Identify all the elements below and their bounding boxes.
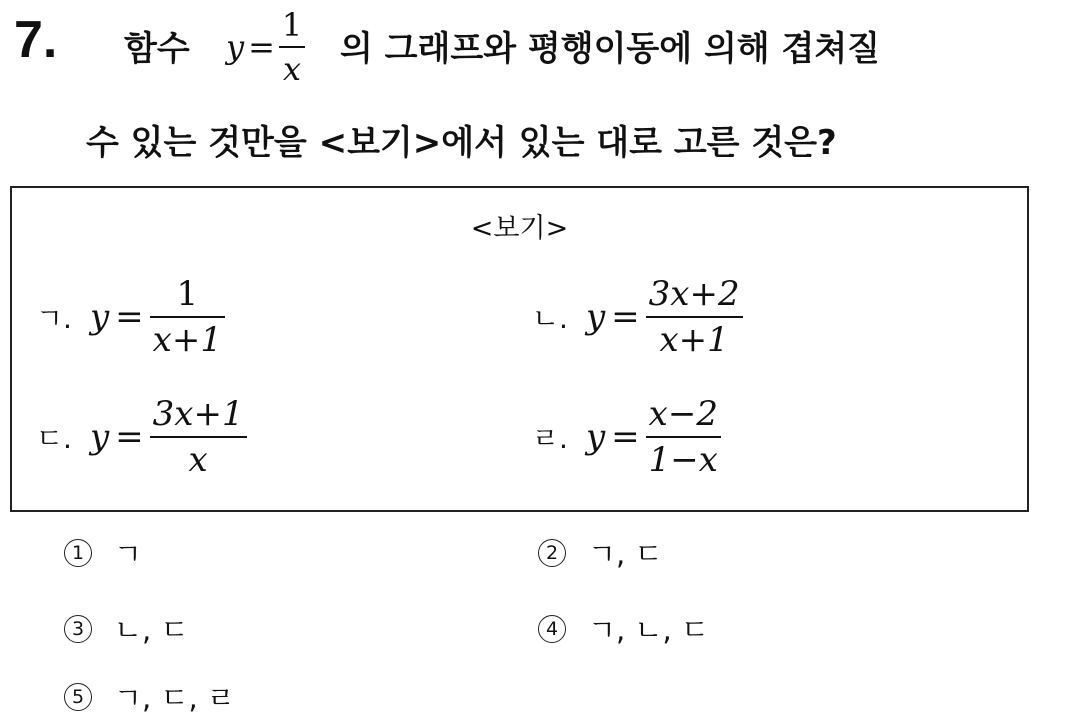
answer-choice-4[interactable] [538,608,709,649]
question-text-line2: 수 있는 것만을 <보기>에서 있는 대로 고른 것은? [86,123,837,163]
function-fraction [279,6,305,88]
item-fraction [150,394,247,480]
fraction-denominator: x [283,50,302,88]
item-fraction [150,274,225,360]
bogi-item-rieul [532,394,721,480]
question-text-end: 의 그래프와 평행이동에 의해 겹쳐질 [340,29,881,69]
choice-number-circle: 2 [538,539,566,567]
bogi-box [10,186,1029,512]
equals-sign: = [248,28,275,66]
answer-choice-5[interactable] [64,676,235,717]
bogi-item-label: ㄴ. [532,302,568,335]
fraction-denominator: x+1 [152,320,222,360]
choice-number-circle: 5 [64,683,92,711]
fraction-denominator: 1−x [648,440,718,480]
fraction-numerator: 3x+2 [648,274,740,314]
item-lhs: y [89,417,110,457]
bogi-item-label: ㄱ. [36,302,72,335]
fraction-numerator: 1 [281,6,303,44]
bogi-title: <보기> [470,213,569,244]
bogi-item-label: ㄷ. [36,422,72,455]
fraction-numerator: 1 [176,274,199,314]
choice-text: ㄱ, ㄷ, ㄹ [114,681,235,715]
bogi-item-digeut [36,394,247,480]
bogi-item-label: ㄹ. [532,422,568,455]
choice-text: ㄴ, ㄷ [114,613,189,647]
choice-number-circle: 1 [64,539,92,567]
choice-text: ㄱ [114,537,143,571]
choice-number-circle: 3 [64,615,92,643]
item-lhs: y [89,297,110,337]
equals-sign: = [611,417,640,457]
fraction-denominator: x+1 [659,320,729,360]
item-lhs: y [585,417,606,457]
answer-choice-3[interactable] [64,608,188,649]
equals-sign: = [115,417,144,457]
item-fraction [646,394,721,480]
equals-sign: = [611,297,640,337]
answer-choice-2[interactable] [538,532,662,573]
function-lhs: y [226,28,245,66]
question-number: 7. [14,11,58,69]
fraction-denominator: x [188,440,208,480]
fraction-numerator: x−2 [648,394,718,434]
question-text-start: 함수 [124,29,190,69]
item-fraction [646,274,743,360]
question-function [226,6,305,88]
item-lhs: y [585,297,606,337]
fraction-numerator: 3x+1 [152,394,244,434]
choice-number-circle: 4 [538,615,566,643]
choice-text: ㄱ, ㄷ [588,537,663,571]
bogi-item-nieun [532,274,743,360]
choice-text: ㄱ, ㄴ, ㄷ [588,613,709,647]
answer-choice-1[interactable] [64,532,142,573]
equals-sign: = [115,297,144,337]
bogi-item-giyeok [36,274,225,360]
